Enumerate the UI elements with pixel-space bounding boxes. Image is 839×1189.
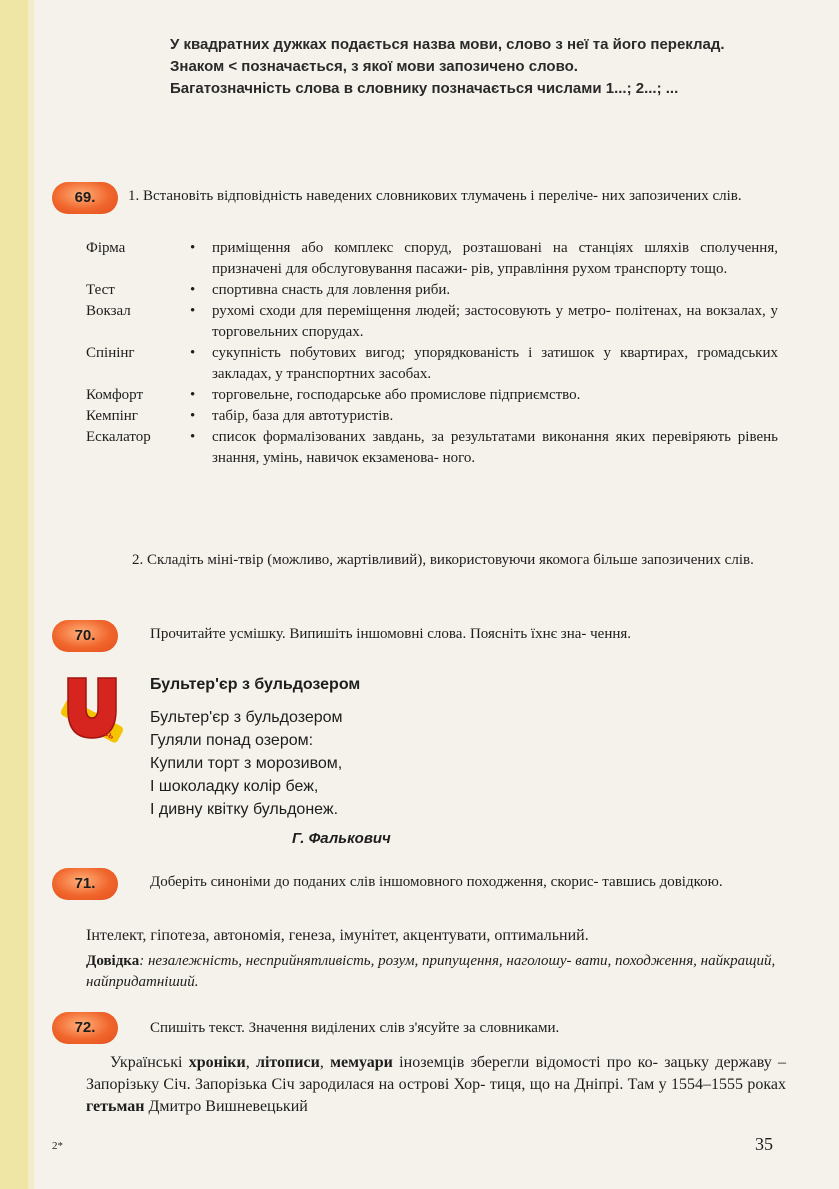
matching-row <box>86 343 786 385</box>
help-block <box>86 951 786 993</box>
poem-line: Купили торт з морозивом, <box>150 755 343 772</box>
task-70-instruction: Прочитайте усмішку. Випишіть іншомовні слова. Поясніть їхнє зна- чення. <box>150 626 632 642</box>
definition: приміщення або комплекс споруд, розташовані на станціях шляхів сполучення, призначені для обслуговування пасажи- рів, управління рухом транспорту тощо. <box>212 240 778 277</box>
task-72-text <box>86 1052 786 1118</box>
text-segment: , <box>319 1054 331 1071</box>
page-number: 35 <box>755 1134 773 1154</box>
task-72-instruction: Спишіть текст. Значення виділених слів з'ясуйте за словниками. <box>150 1020 560 1036</box>
poem-line: І шоколадку колір беж, <box>150 778 319 795</box>
bullet-icon: • <box>190 282 196 298</box>
page-margin-strip-light <box>28 0 34 1189</box>
highlighted-word: літописи <box>255 1054 320 1071</box>
intro-line: У квадратних дужках подається назва мови, слово з неї та його переклад. <box>170 36 725 53</box>
bullet-icon: • <box>190 429 196 445</box>
poem-title: Бультер'єр з бульдозером <box>150 676 361 693</box>
matching-row <box>86 406 786 427</box>
highlighted-word: хроніки <box>188 1054 246 1071</box>
humor-rubric-label: УСМІХНІМОСЬ <box>67 711 115 742</box>
text-segment: іноземців зберегли відомості про ко- зацьку державу – Запорізьку Січ. Запорізька Січ зародилася на острові Хор- тиця, що на Дніпрі. Там у 1554–1555 роках <box>86 1054 786 1093</box>
term: Тест <box>86 282 115 298</box>
bullet-icon: • <box>190 303 196 319</box>
task-71-instruction: Доберіть синоніми до поданих слів іншомовного походження, скорис- тавшись довідкою. <box>150 874 723 890</box>
task-69-item-2: 2. Складіть міні-твір (можливо, жартівливий), використовуючи якомога більше запозичених слів. <box>132 552 754 568</box>
term: Спінінг <box>86 345 135 361</box>
definition: сукупність побутових вигод; упорядкованість і затишок у квартирах, громадських закладах, у транспортних засобах. <box>212 345 778 382</box>
humor-rubric-icon <box>52 672 132 752</box>
matching-row <box>86 385 786 406</box>
help-label: Довідка <box>86 953 140 969</box>
bullet-icon: • <box>190 408 196 424</box>
task-number-badge: 70. <box>52 620 118 652</box>
poem-line: Гуляли понад озером: <box>150 732 314 749</box>
term: Ескалатор <box>86 429 151 445</box>
intro-line: Багатозначність слова в словнику позначається числами 1...; 2...; ... <box>170 80 679 97</box>
term: Кемпінг <box>86 408 138 424</box>
help-text: : незалежність, несприйнятливість, розум, припущення, наголошу- вати, походження, найкращий, найпридатніший. <box>86 953 776 990</box>
poem-author: Г. Фалькович <box>292 830 391 847</box>
intro-line: Знаком < позначається, з якої мови запозичено слово. <box>170 58 578 75</box>
task-number-badge: 72. <box>52 1012 118 1044</box>
page-margin-strip <box>0 0 28 1189</box>
text-segment: Дмитро Вишневецький <box>144 1098 308 1115</box>
matching-row <box>86 238 786 280</box>
poem-line: Бультер'єр з бульдозером <box>150 709 343 726</box>
matching-row <box>86 280 786 301</box>
poem-line: І дивну квітку бульдонеж. <box>150 801 339 818</box>
definition: спортивна снасть для ловлення риби. <box>212 282 451 298</box>
text-segment: Українські <box>110 1054 189 1071</box>
task-69-instruction: 1. Встановіть відповідність наведених словникових тлумачень і переліче- них запозичених слів. <box>128 188 742 204</box>
highlighted-word: гетьман <box>86 1098 145 1115</box>
definition: табір, база для автотуристів. <box>212 408 394 424</box>
highlighted-word: мемуари <box>330 1054 393 1071</box>
term: Фірма <box>86 240 126 256</box>
definition: список формалізованих завдань, за результатами виконання яких перевіряють рівень знання, умінь, навичок екзаменова- ного. <box>212 429 778 466</box>
term: Вокзал <box>86 303 131 319</box>
matching-table <box>86 238 786 469</box>
task-number-badge: 71. <box>52 868 118 900</box>
term: Комфорт <box>86 387 144 403</box>
text-segment: , <box>245 1054 256 1071</box>
word-list: Інтелект, гіпотеза, автономія, генеза, імунітет, акцентувати, оптимальний. <box>86 927 589 944</box>
task-number-badge: 69. <box>52 182 118 214</box>
intro-block <box>148 34 778 100</box>
signature-mark: 2* <box>52 1140 63 1152</box>
poem <box>150 706 343 821</box>
bullet-icon: • <box>190 240 196 256</box>
matching-row <box>86 301 786 343</box>
definition: торговельне, господарське або промислове підприємство. <box>212 387 581 403</box>
matching-row <box>86 427 786 469</box>
bullet-icon: • <box>190 345 196 361</box>
definition: рухомі сходи для переміщення людей; застосовують у метро- політенах, на вокзалах, у торговельних спорудах. <box>212 303 778 340</box>
bullet-icon: • <box>190 387 196 403</box>
